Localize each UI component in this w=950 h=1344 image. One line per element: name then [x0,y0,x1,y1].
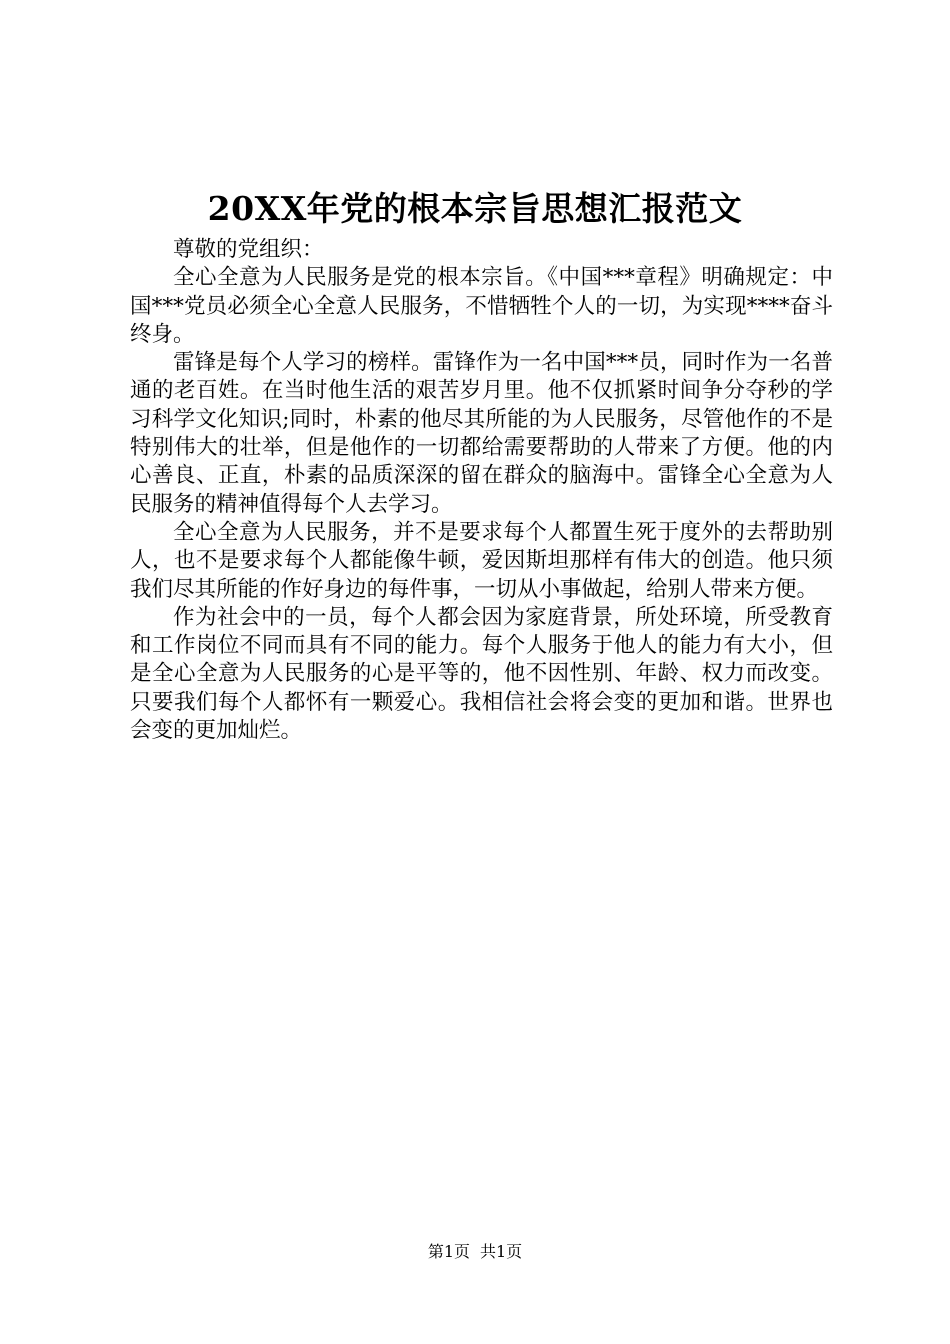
page-footer [0,1240,950,1264]
document-body [130,236,833,745]
paragraph-3: 全心全意为人民服务，并不是要求每个人都置生死于度外的去帮助别人，也不是要求每个人都能像牛顿，爱因斯坦那样有伟大的创造。他只须我们尽其所能的作好身边的每件事，一切从小事做起，给别人带来方便。 [130,519,833,602]
document-title: 20XX年党的根本宗旨思想汇报范文 [207,189,743,228]
page-total: 共1页 [480,1242,523,1261]
paragraph-2: 雷锋是每个人学习的榜样。雷锋作为一名中国***员，同时作为一名普通的老百姓。在当时他生活的艰苦岁月里。他不仅抓紧时间争分夺秒的学习科学文化知识;同时，朴素的他尽其所能的为人民服务，尽管他作的不是特别伟大的壮举，但是他作的一切都给需要帮助的人带来了方便。他的内心善良、正直，朴素的品质深深的留在群众的脑海中。雷锋全心全意为人民服务的精神值得每个人去学习。 [130,350,833,517]
page-number: 第1页 [427,1242,470,1261]
salutation: 尊敬的党组织： [173,237,324,262]
paragraph-1: 全心全意为人民服务是党的根本宗旨。《中国***章程》明确规定：中国***党员必须全心全意人民服务，不惜牺牲个人的一切，为实现****奋斗终身。 [130,265,833,347]
paragraph-4: 作为社会中的一员，每个人都会因为家庭背景，所处环境，所受教育和工作岗位不同而具有不同的能力。每个人服务于他人的能力有大小，但是全心全意为人民服务的心是平等的，他不因性别、年龄、权力而改变。只要我们每个人都怀有一颗爱心。我相信社会将会变的更加和谐。世界也会变的更加灿烂。 [130,604,833,744]
